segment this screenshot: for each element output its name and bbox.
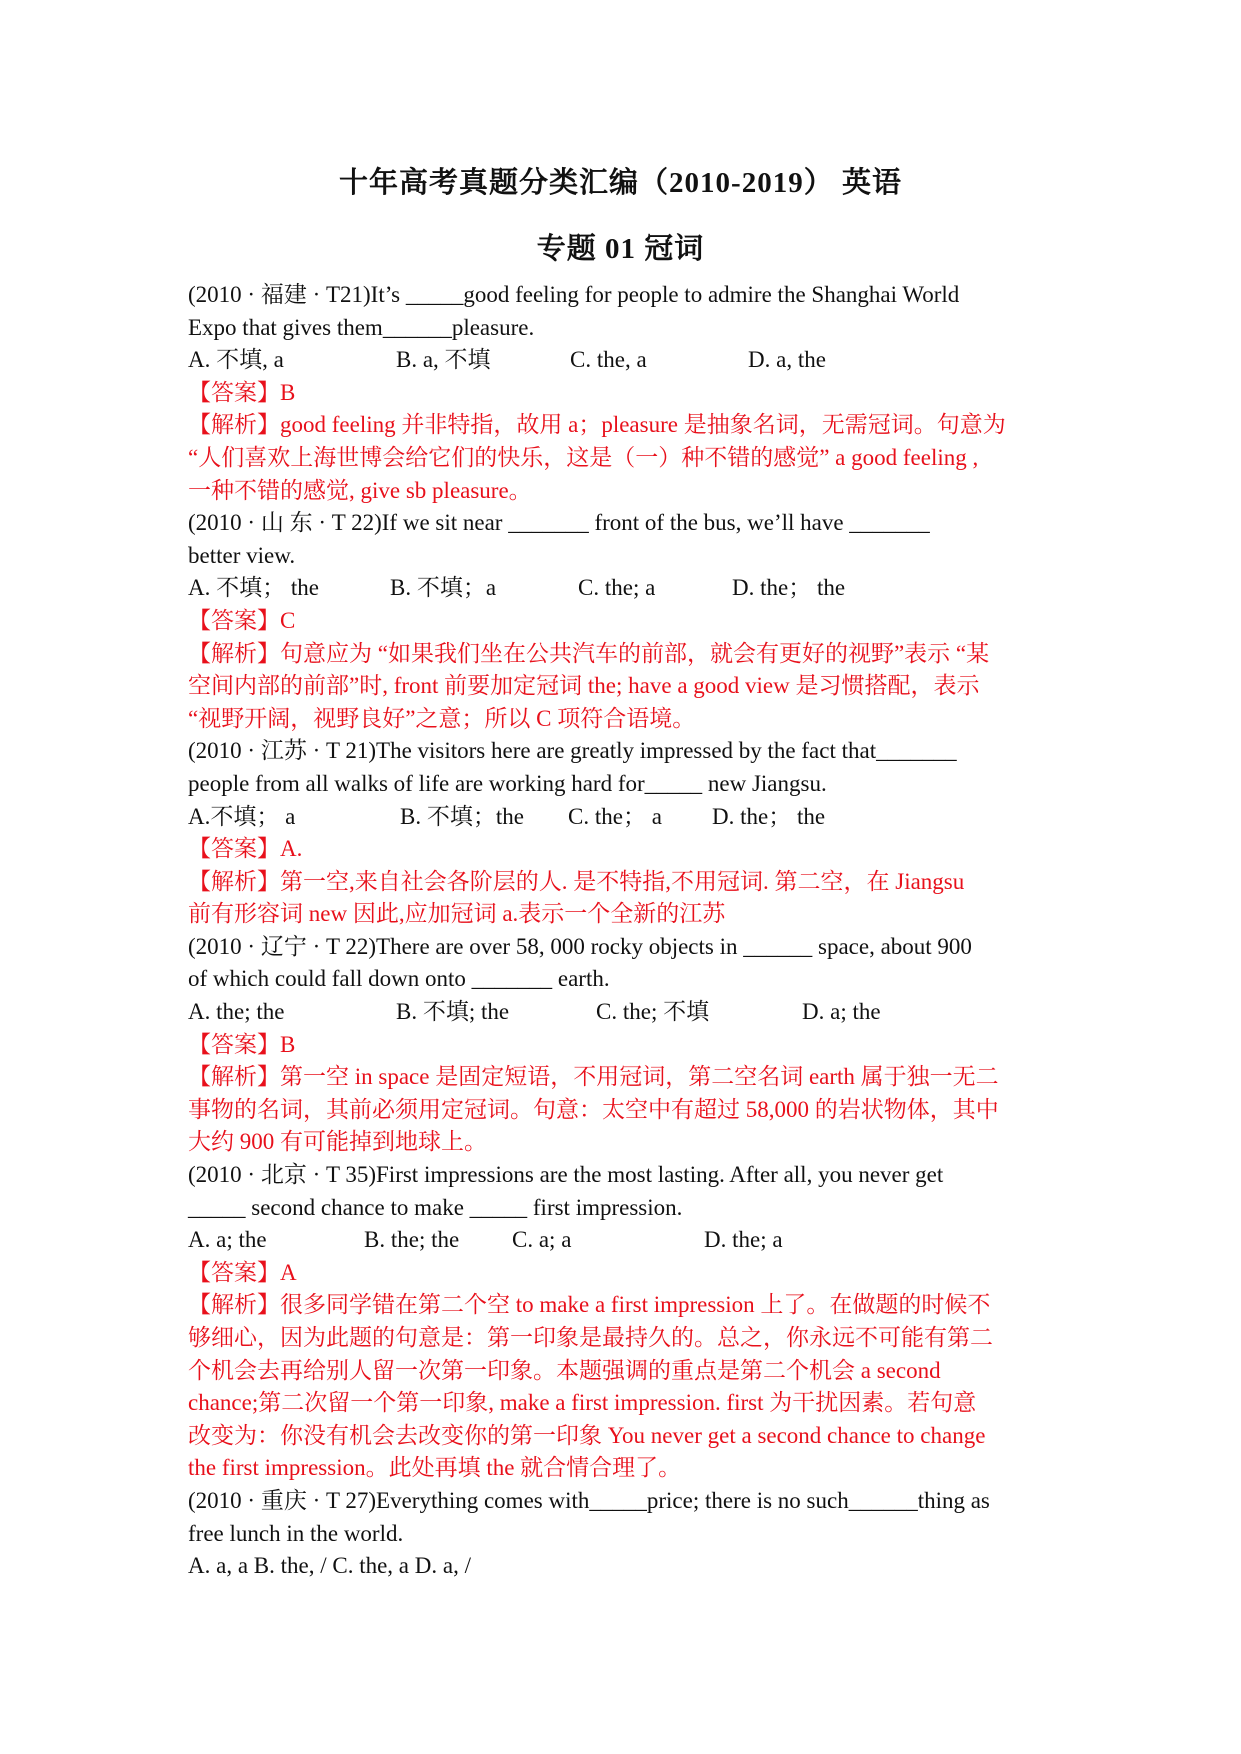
analysis-line: 【解析】很多同学错在第二个空 to make a first impression 上了。在做题的时候不 xyxy=(188,1292,991,1318)
question-stem-line: better view. xyxy=(188,542,296,568)
analysis-line: chance;第二次留一个第一印象, make a first impression. first 为干扰因素。若句意 xyxy=(188,1390,977,1416)
page-subtitle: 专题 01 冠词 xyxy=(536,233,705,265)
question-stem-line: Expo that gives them______pleasure. xyxy=(188,314,535,340)
question-options xyxy=(188,344,1068,377)
analysis-line: 个机会去再给别人留一次第一印象。本题强调的重点是第二个机会 a second xyxy=(188,1357,941,1383)
analysis-line: 改变为：你没有机会去改变你的第一印象 You never get a second chance to change xyxy=(188,1422,986,1448)
option-a: A. the; the xyxy=(188,999,285,1025)
analysis-line: 够细心，因为此题的句意是：第一印象是最持久的。总之，你永远不可能有第二 xyxy=(188,1325,993,1350)
question-options xyxy=(188,572,1068,605)
option-c: C. the； a xyxy=(568,803,662,829)
answer-line: 【答案】A. xyxy=(188,836,303,862)
option-b: B. the; the xyxy=(364,1227,460,1253)
option-a: A. a; the xyxy=(188,1227,267,1253)
question-item xyxy=(188,931,1068,1159)
option-d: D. the； the xyxy=(732,575,846,601)
analysis-line: 【解析】good feeling 并非特指，故用 a；pleasure 是抽象名词，无需冠词。句意为 xyxy=(188,412,1006,438)
analysis-line: “视野开阔，视野良好”之意；所以 C 项符合语境。 xyxy=(188,705,696,731)
option-b: B. 不填；a xyxy=(390,575,497,601)
answer-line: 【答案】B xyxy=(188,1031,296,1057)
question-stem-line: of which could fall down onto _______ earth. xyxy=(188,966,610,992)
analysis-line: 【解析】第一空 in space 是固定短语，不用冠词，第二空名词 earth 属于独一无二 xyxy=(188,1064,999,1090)
question-stem-line: (2010 · 重庆 · T 27)Everything comes with_____price; there is no such______thing as xyxy=(188,1487,990,1513)
question-stem-line: (2010 · 江苏 · T 21)The visitors here are greatly impressed by the fact that_______ xyxy=(188,738,957,764)
question-item xyxy=(188,507,1068,735)
option-d: D. a, the xyxy=(748,347,826,373)
option-d: D. a; the xyxy=(802,999,881,1025)
question-stem-line: (2010 · 辽宁 · T 22)There are over 58, 000 rocky objects in ______ space, about 900 xyxy=(188,933,972,959)
analysis-line: 空间内部的前部”时, front 前要加定冠词 the; have a good view 是习惯搭配，表示 xyxy=(188,673,980,699)
question-stem-line: _____ second chance to make _____ first impression. xyxy=(188,1194,683,1220)
question-options: A. a, a B. the, / C. the, a D. a, / xyxy=(188,1553,471,1579)
question-list xyxy=(188,279,1068,1583)
analysis-line: “人们喜欢上海世博会给它们的快乐，这是（一）种不错的感觉” a good feeling , xyxy=(188,444,979,470)
question-item xyxy=(188,1485,1068,1583)
option-b: B. 不填; the xyxy=(396,999,510,1025)
option-b: B. 不填；the xyxy=(400,803,524,829)
analysis-line: 事物的名词，其前必须用定冠词。句意：太空中有超过 58,000 的岩状物体，其中 xyxy=(188,1096,999,1122)
answer-line: 【答案】C xyxy=(188,607,296,633)
option-a: A.不填； a xyxy=(188,803,296,829)
analysis-line: 一种不错的感觉, give sb pleasure。 xyxy=(188,477,532,503)
analysis-line: 大约 900 有可能掉到地球上。 xyxy=(188,1129,487,1155)
option-a: A. 不填； the xyxy=(188,575,319,601)
question-stem-line: (2010 · 北京 · T 35)First impressions are the most lasting. After all, you never get xyxy=(188,1162,944,1188)
question-stem-line: (2010 · 山 东 · T 22)If we sit near _______ front of the bus, we’ll have _______ xyxy=(188,510,930,536)
analysis-line: 【解析】第一空,来自社会各阶层的人. 是不特指,不用冠词. 第二空，在 Jiangsu xyxy=(188,868,965,894)
answer-line: 【答案】B xyxy=(188,379,296,405)
analysis-line: the first impression。此处再填 the 就合情合理了。 xyxy=(188,1455,682,1481)
question-options xyxy=(188,996,1068,1029)
question-stem-line: free lunch in the world. xyxy=(188,1520,404,1546)
option-d: D. the; a xyxy=(704,1227,783,1253)
option-c: C. a; a xyxy=(512,1227,572,1253)
answer-line: 【答案】A xyxy=(188,1259,297,1285)
question-item xyxy=(188,279,1068,507)
option-d: D. the； the xyxy=(712,803,826,829)
analysis-line: 前有形容词 new 因此,应加冠词 a.表示一个全新的江苏 xyxy=(188,901,726,927)
option-c: C. the; 不填 xyxy=(596,999,710,1025)
option-c: C. the; a xyxy=(578,575,656,601)
page-title: 十年高考真题分类汇编（2010-2019） 英语 xyxy=(339,167,902,199)
option-a: A. 不填, a xyxy=(188,347,284,373)
question-options xyxy=(188,1224,1068,1257)
question-stem-line: (2010 · 福建 · T21)It’s _____good feeling for people to admire the Shanghai World xyxy=(188,282,960,307)
analysis-line: 【解析】句意应为 “如果我们坐在公共汽车的前部，就会有更好的视野”表示 “某 xyxy=(188,640,990,666)
question-options xyxy=(188,801,1068,834)
question-item xyxy=(188,1159,1068,1485)
question-item xyxy=(188,735,1068,931)
question-stem-line: people from all walks of life are working hard for_____ new Jiangsu. xyxy=(188,770,827,796)
option-b: B. a, 不填 xyxy=(396,347,491,373)
option-c: C. the, a xyxy=(570,347,647,373)
